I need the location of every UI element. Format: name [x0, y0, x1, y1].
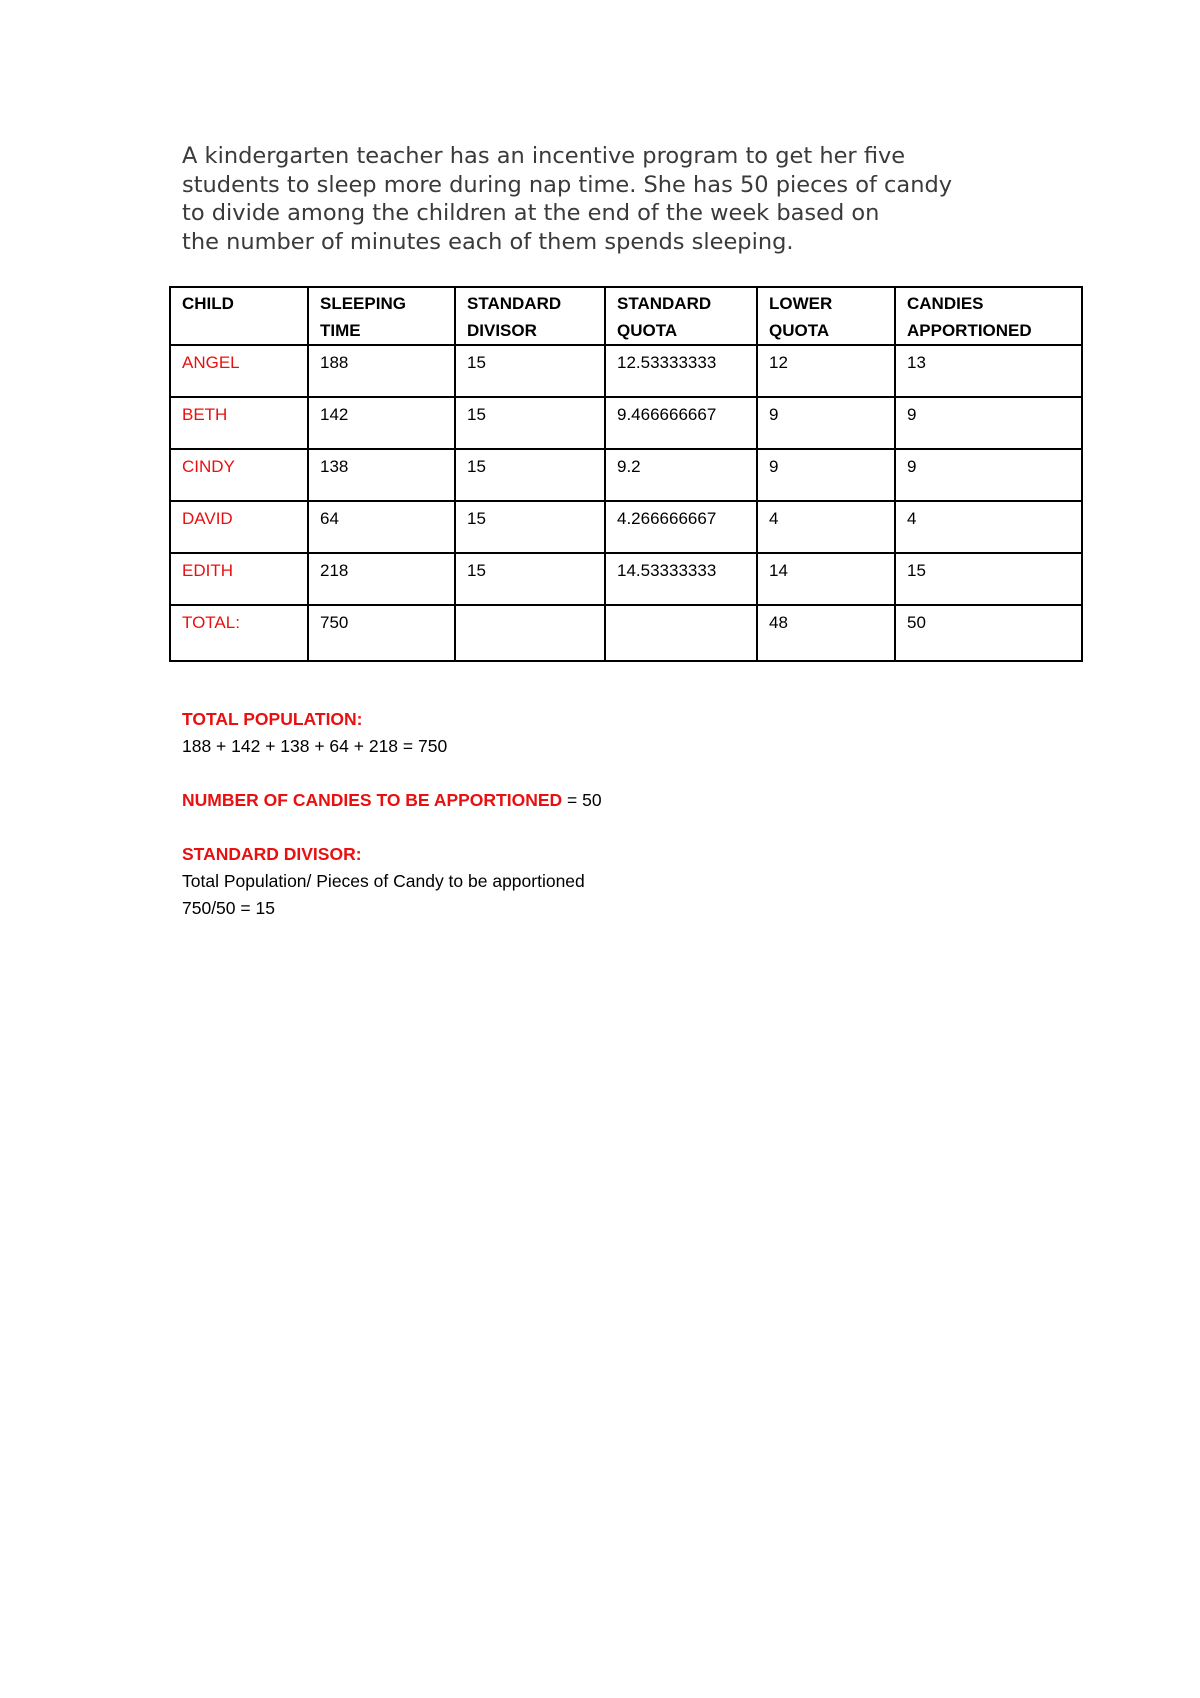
cell-standard-quota: 9.466666667 — [605, 397, 757, 449]
cell-standard-divisor: 15 — [455, 449, 605, 501]
header-sleeping-time: SLEEPING TIME — [308, 287, 455, 345]
total-population-block — [182, 706, 602, 760]
cell-total-lower-quota: 48 — [757, 605, 895, 661]
cell-lower-quota: 9 — [757, 397, 895, 449]
cell-child-name: BETH — [170, 397, 308, 449]
calculation-notes — [182, 706, 602, 949]
cell-child-name: CINDY — [170, 449, 308, 501]
intro-line: students to sleep more during nap time. She has 50 pieces of candy — [182, 171, 953, 198]
standard-divisor-block — [182, 841, 602, 922]
standard-divisor-label: STANDARD DIVISOR: — [182, 844, 362, 864]
cell-standard-quota: 9.2 — [605, 449, 757, 501]
cell-standard-divisor: 15 — [455, 553, 605, 605]
table-total-row — [170, 605, 1082, 661]
table-row — [170, 449, 1082, 501]
table-header-row — [170, 287, 1082, 345]
cell-total-standard-quota — [605, 605, 757, 661]
header-candies-apportioned: CANDIES APPORTIONED — [895, 287, 1082, 345]
table-row — [170, 553, 1082, 605]
cell-total-label: TOTAL: — [170, 605, 308, 661]
header-standard-quota: STANDARD QUOTA — [605, 287, 757, 345]
cell-total-standard-divisor — [455, 605, 605, 661]
cell-candies-apportioned: 13 — [895, 345, 1082, 397]
cell-candies-apportioned: 4 — [895, 501, 1082, 553]
cell-sleeping-time: 138 — [308, 449, 455, 501]
standard-divisor-formula: 750/50 = 15 — [182, 898, 275, 918]
table-row — [170, 501, 1082, 553]
cell-candies-apportioned: 15 — [895, 553, 1082, 605]
header-child: CHILD — [170, 287, 308, 345]
cell-standard-divisor: 15 — [455, 397, 605, 449]
cell-standard-divisor: 15 — [455, 345, 605, 397]
cell-standard-quota: 12.53333333 — [605, 345, 757, 397]
cell-sleeping-time: 188 — [308, 345, 455, 397]
cell-child-name: ANGEL — [170, 345, 308, 397]
candies-block — [182, 787, 602, 814]
cell-lower-quota: 12 — [757, 345, 895, 397]
table-row — [170, 345, 1082, 397]
intro-line: to divide among the children at the end of the week based on — [182, 200, 880, 226]
cell-lower-quota: 9 — [757, 449, 895, 501]
table-row — [170, 397, 1082, 449]
intro-paragraph — [182, 142, 1082, 256]
apportionment-table — [169, 286, 1083, 662]
cell-total-candies: 50 — [895, 605, 1082, 661]
cell-lower-quota: 4 — [757, 501, 895, 553]
candies-label: NUMBER OF CANDIES TO BE APPORTIONED — [182, 790, 563, 810]
cell-sleeping-time: 64 — [308, 501, 455, 553]
cell-sleeping-time: 218 — [308, 553, 455, 605]
intro-line: A kindergarten teacher has an incentive program to get her five — [182, 143, 906, 169]
cell-child-name: EDITH — [170, 553, 308, 605]
cell-candies-apportioned: 9 — [895, 397, 1082, 449]
cell-candies-apportioned: 9 — [895, 449, 1082, 501]
intro-line: the number of minutes each of them spends sleeping. — [182, 228, 794, 255]
cell-child-name: DAVID — [170, 501, 308, 553]
cell-total-sleeping-time: 750 — [308, 605, 455, 661]
standard-divisor-text: Total Population/ Pieces of Candy to be apportioned — [182, 871, 585, 891]
cell-lower-quota: 14 — [757, 553, 895, 605]
total-population-label: TOTAL POPULATION: — [182, 709, 363, 729]
candies-value: = 50 — [562, 790, 602, 810]
total-population-formula: 188 + 142 + 138 + 64 + 218 = 750 — [182, 736, 448, 756]
header-standard-divisor: STANDARD DIVISOR — [455, 287, 605, 345]
cell-standard-quota: 14.53333333 — [605, 553, 757, 605]
cell-sleeping-time: 142 — [308, 397, 455, 449]
cell-standard-quota: 4.266666667 — [605, 501, 757, 553]
header-lower-quota: LOWER QUOTA — [757, 287, 895, 345]
cell-standard-divisor: 15 — [455, 501, 605, 553]
